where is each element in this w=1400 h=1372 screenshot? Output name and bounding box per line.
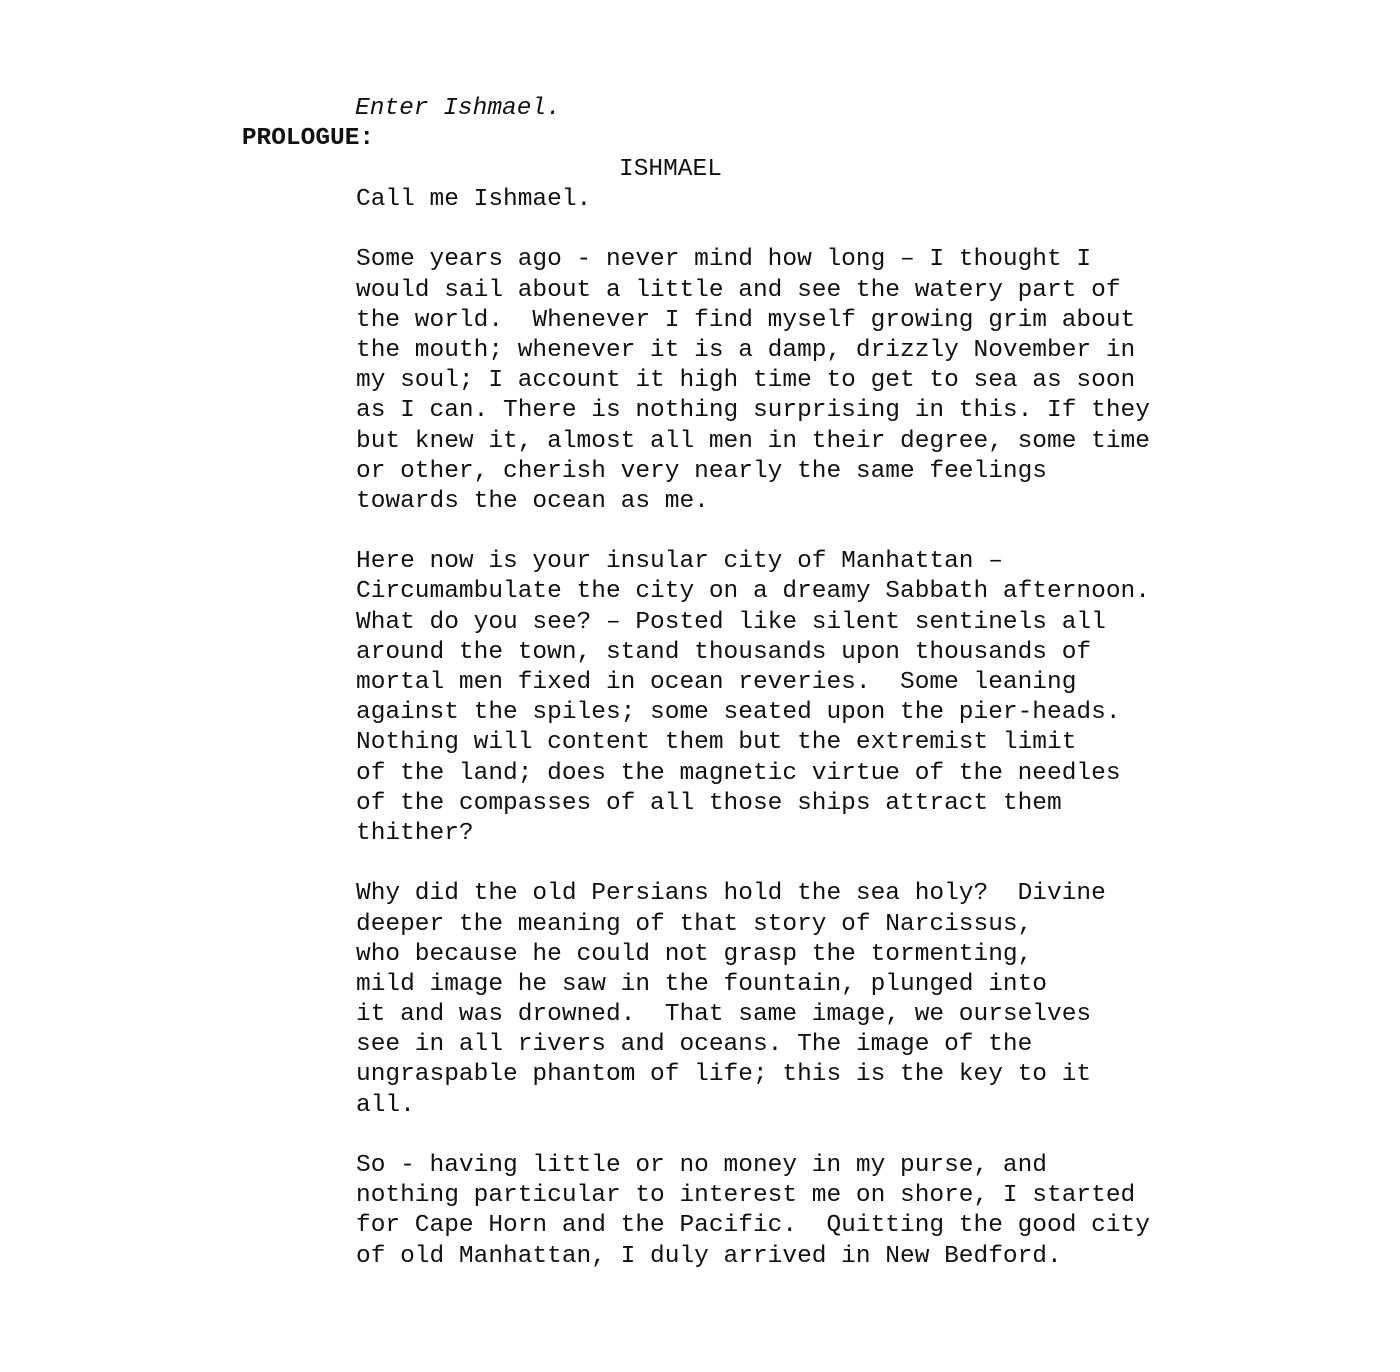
dialogue-line: but knew it, almost all men in their degree, some time	[356, 427, 1150, 455]
dialogue-paragraph	[356, 879, 1236, 1121]
dialogue-line: Why did the old Persians hold the sea holy? Divine	[356, 880, 1106, 908]
scene-label: PROLOGUE:	[241, 125, 375, 152]
dialogue-line: mortal men fixed in ocean reveries. Some leaning	[356, 669, 1077, 696]
dialogue-line: would sail about a little and see the watery part of	[356, 276, 1121, 304]
dialogue-line: deeper the meaning of that story of Narcissus,	[356, 910, 1033, 938]
dialogue-paragraph	[356, 547, 1236, 849]
dialogue-line: Here now is your insular city of Manhattan –	[356, 548, 1003, 576]
dialogue-line: mild image he saw in the fountain, plunged into	[356, 970, 1048, 998]
paragraph-gap	[356, 1121, 1236, 1151]
dialogue-line: for Cape Horn and the Pacific. Quitting the good city	[356, 1212, 1150, 1240]
dialogue-paragraph	[356, 1151, 1236, 1272]
dialogue-line: ungraspable phantom of life; this is the key to it	[356, 1061, 1092, 1089]
paragraph-gap	[356, 517, 1236, 547]
dialogue-line: Some years ago - never mind how long – I thought I	[356, 246, 1092, 274]
dialogue-line: Circumambulate the city on a dreamy Sabbath afternoon.	[356, 578, 1150, 606]
dialogue-line: Nothing will content them but the extremist limit	[356, 729, 1077, 757]
dialogue-line: of old Manhattan, I duly arrived in New Bedford.	[356, 1242, 1062, 1270]
dialogue-line: it and was drowned. That same image, we ourselves	[356, 1001, 1092, 1029]
dialogue-paragraph	[356, 245, 1236, 517]
dialogue-line: towards the ocean as me.	[356, 487, 709, 515]
dialogue-line: or other, cherish very nearly the same feelings	[356, 457, 1048, 485]
dialogue-line: against the spiles; some seated upon the pier-heads.	[356, 699, 1121, 727]
dialogue-line: thither?	[356, 819, 474, 847]
scene-action: Enter Ishmael.	[355, 95, 561, 122]
dialogue-line: of the compasses of all those ships attract them	[356, 789, 1062, 817]
character-name: ISHMAEL	[619, 156, 722, 183]
dialogue-block	[356, 185, 1236, 1272]
paragraph-gap	[356, 849, 1236, 879]
dialogue-line: the world. Whenever I find myself growing grim about	[356, 306, 1136, 334]
dialogue-paragraph	[356, 185, 1236, 215]
dialogue-line: nothing particular to interest me on shore, I started	[356, 1182, 1136, 1210]
paragraph-gap	[356, 215, 1236, 245]
dialogue-line: What do you see? – Posted like silent sentinels all	[356, 608, 1106, 636]
dialogue-line: all.	[356, 1091, 415, 1119]
dialogue-line: see in all rivers and oceans. The image of the	[356, 1031, 1033, 1059]
dialogue-line: of the land; does the magnetic virtue of the needles	[356, 759, 1121, 787]
dialogue-line: Call me Ishmael.	[356, 186, 592, 213]
dialogue-line: my soul; I account it high time to get to sea as soon	[356, 367, 1136, 395]
dialogue-line: around the town, stand thousands upon thousands of	[356, 638, 1092, 666]
dialogue-line: So - having little or no money in my purse, and	[356, 1152, 1048, 1179]
dialogue-line: as I can. There is nothing surprising in this. If they	[356, 397, 1150, 425]
dialogue-line: who because he could not grasp the tormenting,	[356, 940, 1033, 968]
dialogue-line: the mouth; whenever it is a damp, drizzly November in	[356, 336, 1136, 364]
